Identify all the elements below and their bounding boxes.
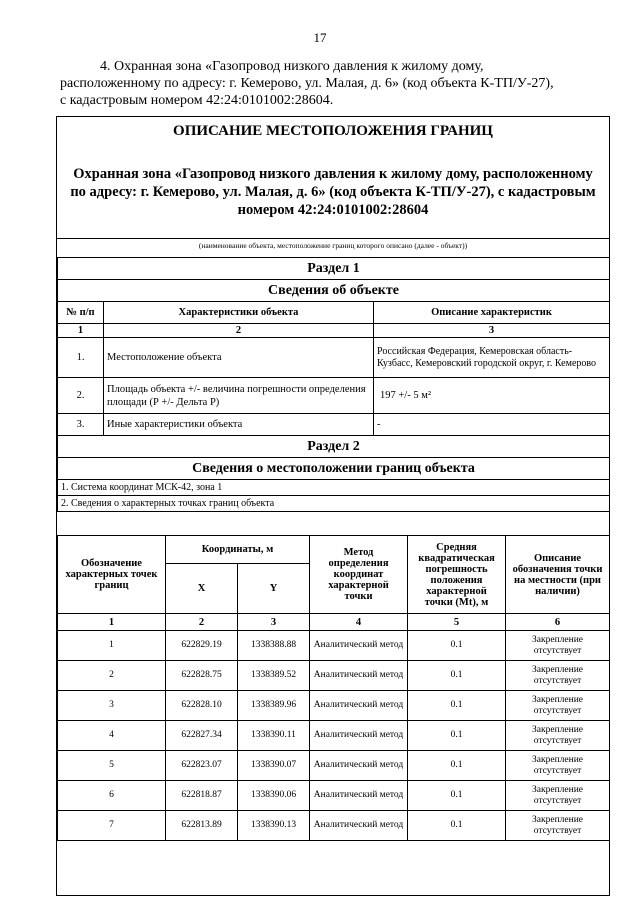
point-method: Аналитический метод (310, 781, 408, 811)
coordinate-system: 1. Система координат МСК-42, зона 1 (58, 480, 610, 496)
col-header-num: № п/п (58, 302, 104, 324)
col-number: 4 (310, 614, 408, 631)
characteristic-value: 197 +/- 5 м² (374, 378, 610, 414)
section1-title: Раздел 1 (58, 258, 610, 280)
object-name-line-2: по адресу: г. Кемерово, ул. Малая, д. 6» (код объекта К-ТП/У-27), с кадастровым (70, 184, 596, 200)
characteristic-value: Российская Федерация, Кемеровская область-Кузбасс, Кемеровский городской округ, г. Кемерово (374, 338, 610, 378)
section2-subtitle: Сведения о местоположении границ объекта (58, 458, 610, 480)
point-id: 5 (58, 751, 166, 781)
col-header-characteristic: Характеристики объекта (104, 302, 374, 324)
col-number: 1 (58, 324, 104, 338)
object-name-line-3: номером 42:24:0101002:28604 (237, 202, 429, 218)
point-marking: Закрепление отсутствует (506, 751, 610, 781)
point-x: 622827.34 (166, 721, 238, 751)
table-row (58, 414, 610, 436)
table-row (58, 378, 610, 414)
col-number: 3 (238, 614, 310, 631)
point-y: 1338389.52 (238, 661, 310, 691)
section1-subtitle: Сведения об объекте (58, 280, 610, 302)
point-error: 0.1 (408, 781, 506, 811)
characteristic-name: Местоположение объекта (104, 338, 374, 378)
point-x: 622829.19 (166, 631, 238, 661)
point-y: 1338390.13 (238, 811, 310, 841)
point-x: 622823.07 (166, 751, 238, 781)
point-y: 1338389.96 (238, 691, 310, 721)
table-row (58, 338, 610, 378)
header-method: Метод определения координат характерной точки (310, 536, 408, 614)
table-row (58, 631, 610, 661)
page-number: 17 (313, 30, 327, 45)
row-number: 1. (58, 338, 104, 378)
point-id: 2 (58, 661, 166, 691)
points-table (57, 535, 610, 841)
point-error: 0.1 (408, 751, 506, 781)
characteristic-name: Площадь объекта +/- величина погрешности определения площади (Р +/- Дельта Р) (104, 378, 374, 414)
points-heading: 2. Сведения о характерных точках границ объекта (58, 496, 610, 512)
point-method: Аналитический метод (310, 721, 408, 751)
characteristic-value: - (374, 414, 610, 436)
col-number: 3 (374, 324, 610, 338)
object-name (61, 165, 605, 219)
col-number: 1 (58, 614, 166, 631)
table-row (58, 661, 610, 691)
point-error: 0.1 (408, 661, 506, 691)
table-row (58, 721, 610, 751)
table-row (58, 781, 610, 811)
header-designation: Обозначение характерных точек границ (58, 536, 166, 614)
point-method: Аналитический метод (310, 661, 408, 691)
header-error: Средняя квадратическая погрешность положения характерной точки (Mt), м (408, 536, 506, 614)
intro-line-3: с кадастровым номером 42:24:0101002:28604. (60, 93, 334, 108)
intro-line-2: расположенному по адресу: г. Кемерово, ул. Малая, д. 6» (код объекта К-ТП/У-27), (60, 76, 554, 91)
point-id: 1 (58, 631, 166, 661)
header-x: X (166, 564, 238, 614)
point-y: 1338388.88 (238, 631, 310, 661)
header-coords: Координаты, м (166, 536, 310, 564)
header-marking: Описание обозначения точки на местности (при наличии) (506, 536, 610, 614)
point-method: Аналитический метод (310, 631, 408, 661)
point-marking: Закрепление отсутствует (506, 661, 610, 691)
point-error: 0.1 (408, 721, 506, 751)
table-row (58, 691, 610, 721)
point-error: 0.1 (408, 631, 506, 661)
point-id: 3 (58, 691, 166, 721)
point-id: 6 (58, 781, 166, 811)
col-number: 5 (408, 614, 506, 631)
intro-line-1: 4. Охранная зона «Газопровод низкого давления к жилому дому, (100, 59, 484, 74)
divider (57, 238, 609, 239)
point-method: Аналитический метод (310, 811, 408, 841)
point-id: 7 (58, 811, 166, 841)
point-y: 1338390.06 (238, 781, 310, 811)
col-number: 6 (506, 614, 610, 631)
point-y: 1338390.11 (238, 721, 310, 751)
col-header-description: Описание характеристик (374, 302, 610, 324)
section1-table (57, 257, 610, 512)
row-number: 3. (58, 414, 104, 436)
table-row (58, 751, 610, 781)
header-y: Y (238, 564, 310, 614)
point-method: Аналитический метод (310, 751, 408, 781)
point-marking: Закрепление отсутствует (506, 691, 610, 721)
point-marking: Закрепление отсутствует (506, 781, 610, 811)
point-id: 4 (58, 721, 166, 751)
point-x: 622813.89 (166, 811, 238, 841)
point-error: 0.1 (408, 811, 506, 841)
col-number: 2 (166, 614, 238, 631)
point-marking: Закрепление отсутствует (506, 721, 610, 751)
section2-title: Раздел 2 (58, 436, 610, 458)
intro-paragraph (60, 58, 608, 109)
point-y: 1338390.07 (238, 751, 310, 781)
boundary-description-form (56, 116, 610, 896)
point-marking: Закрепление отсутствует (506, 631, 610, 661)
row-number: 2. (58, 378, 104, 414)
object-note: (наименование объекта, местоположение границ которого описано (далее - объект)) (198, 241, 468, 250)
point-marking: Закрепление отсутствует (506, 811, 610, 841)
characteristic-name: Иные характеристики объекта (104, 414, 374, 436)
point-error: 0.1 (408, 691, 506, 721)
form-title: ОПИСАНИЕ МЕСТОПОЛОЖЕНИЯ ГРАНИЦ (173, 123, 493, 139)
object-name-line-1: Охранная зона «Газопровод низкого давления к жилому дому, расположенному (73, 166, 593, 182)
point-x: 622818.87 (166, 781, 238, 811)
table-row (58, 811, 610, 841)
point-method: Аналитический метод (310, 691, 408, 721)
point-x: 622828.10 (166, 691, 238, 721)
col-number: 2 (104, 324, 374, 338)
point-x: 622828.75 (166, 661, 238, 691)
